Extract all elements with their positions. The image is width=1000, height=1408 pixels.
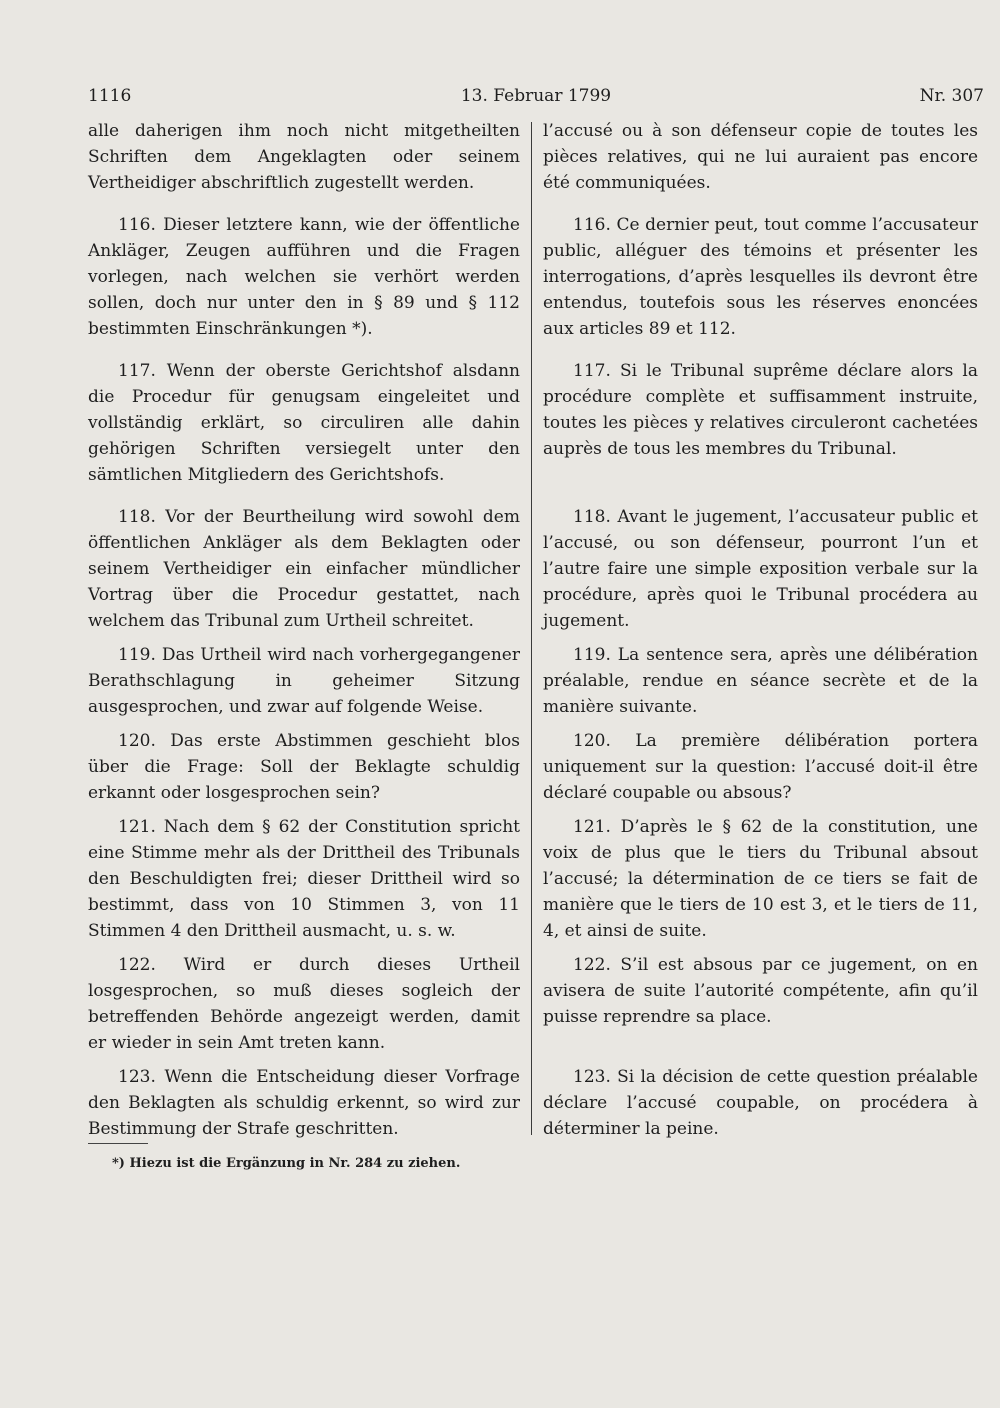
french-article-122: 122. S’il est absous par ce jugement, on en avisera de suite l’autorité compétente, afin qu’il puisse reprendre sa place. (543, 955, 978, 1027)
french-column (543, 118, 978, 1142)
french-article-116: 116. Ce dernier peut, tout comme l’accusateur public, alléguer des témoins et présenter les interrogations, d’après lesquelles ils devront être entendus, toutefois sous les réserves enoncées aux articles 89 et 112. (543, 215, 978, 339)
column-divider (531, 122, 532, 1135)
german-article-118: 118. Vor der Beurtheilung wird sowohl dem öffentlichen Ankläger als dem Beklagten oder seinem Vertheidiger ein einfacher mündlicher Vortrag über die Procedur gestattet, nach welchem das Tribunal zum Urtheil schreitet. (88, 507, 520, 631)
french-article-119: 119. La sentence sera, après une délibération préalable, rendue en séance secrète et de la manière suivante. (543, 645, 978, 717)
german-article-117: 117. Wenn der oberste Gerichtshof alsdann die Procedur für genugsam eingeleitet und vollständig erklärt, so circuliren alle dahin gehörigen Schriften versiegelt unter den sämtlichen Mitgliedern des Gerichtshofs. (88, 361, 520, 485)
german-column (88, 118, 520, 1142)
page-number: 1116 (88, 86, 132, 106)
german-article-122: 122. Wird er durch dieses Urtheil losgesprochen, so muß dieses sogleich der betreffenden Behörde angezeigt werden, damit er wieder in sein Amt treten kann. (88, 955, 520, 1053)
french-article-117: 117. Si le Tribunal suprême déclare alors la procédure complète et suffisamment instruite, toutes les pièces y relatives circuleront cachetées auprès de tous les membres du Tribunal. (543, 361, 978, 459)
document-number: Nr. 307 (919, 86, 984, 106)
footnote: *) Hiezu ist die Ergänzung in Nr. 284 zu ziehen. (112, 1156, 461, 1171)
german-article-123: 123. Wenn die Entscheidung dieser Vorfrage den Beklagten als schuldig erkennt, so wird zur Bestimmung der Strafe geschritten. (88, 1067, 520, 1139)
german-article-119: 119. Das Urtheil wird nach vorhergegangener Berathschlagung in geheimer Sitzung ausgesprochen, und zwar auf folgende Weise. (88, 645, 520, 717)
french-article-121: 121. D’après le § 62 de la constitution, une voix de plus que le tiers du Tribunal absout l’accusé; la détermination de ce tiers se fait de manière que le tiers de 10 est 3, et le tiers de 11, 4, et ainsi de suite. (543, 817, 978, 941)
french-article-123: 123. Si la décision de cette question préalable déclare l’accusé coupable, on procédera à déterminer la peine. (543, 1067, 978, 1139)
french-article-120: 120. La première délibération portera uniquement sur la question: l’accusé doit-il être déclaré coupable ou absous? (543, 731, 978, 803)
german-continuation: alle daherigen ihm noch nicht mitgetheilten Schriften dem Angeklagten oder seinem Vertheidiger abschriftlich zugestellt werden. (88, 121, 520, 193)
german-article-116: 116. Dieser letztere kann, wie der öffentliche Ankläger, Zeugen aufführen und die Fragen vorlegen, nach welchen sie verhört werden sollen, doch nur unter den in § 89 und § 112 bestimmten Einschränkungen *). (88, 215, 520, 339)
french-continuation: l’accusé ou à son défenseur copie de toutes les pièces relatives, qui ne lui auraient pas encore été communiquées. (543, 121, 978, 193)
footnote-rule (88, 1143, 148, 1144)
french-article-118: 118. Avant le jugement, l’accusateur public et l’accusé, ou son défenseur, pourront l’un et l’autre faire une simple exposition verbale sur la procédure, après quoi le Tribunal procédera au jugement. (543, 507, 978, 631)
german-article-120: 120. Das erste Abstimmen geschieht blos über die Frage: Soll der Beklagte schuldig erkannt oder losgesprochen sein? (88, 731, 520, 803)
page-date: 13. Februar 1799 (460, 86, 612, 106)
page-header (88, 86, 984, 112)
german-article-121: 121. Nach dem § 62 der Constitution spricht eine Stimme mehr als der Drittheil des Tribunals den Beschuldigten frei; dieser Drittheil wird so bestimmt, dass von 10 Stimmen 3, von 11 Stimmen 4 den Drittheil ausmacht, u. s. w. (88, 817, 520, 941)
